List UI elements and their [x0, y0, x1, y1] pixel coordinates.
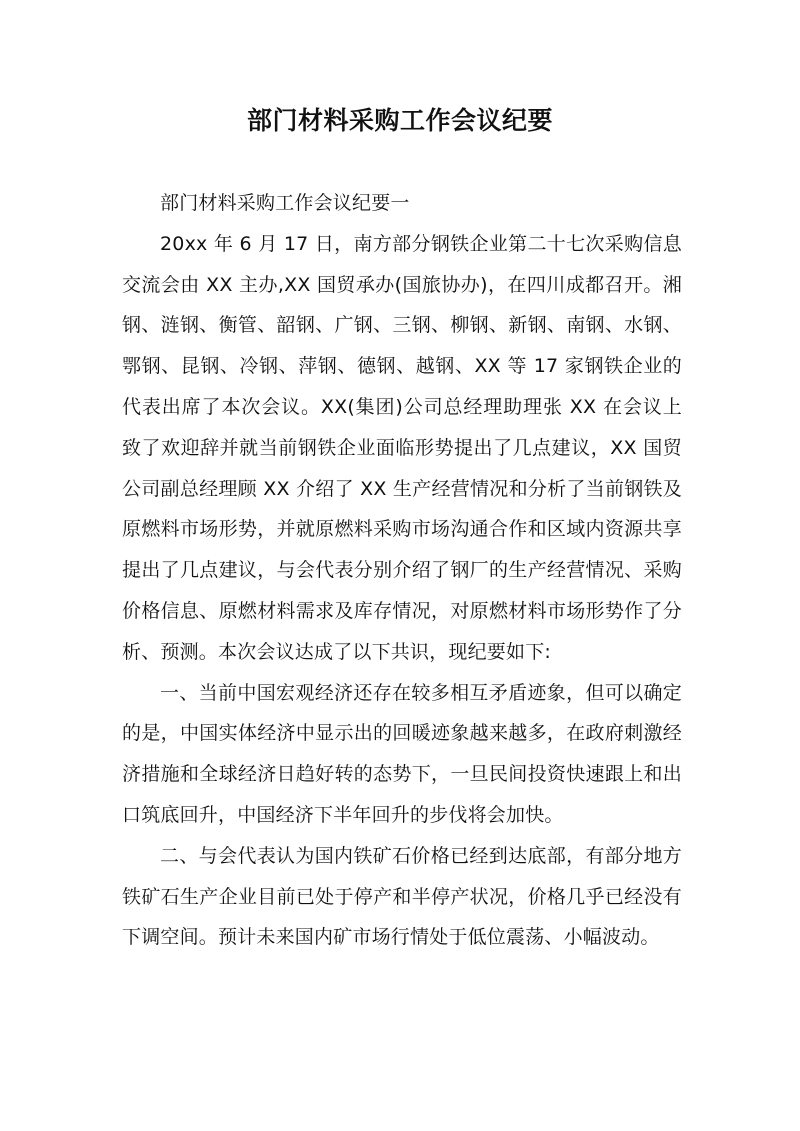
page-title: 部门材料采购工作会议纪要 — [246, 106, 553, 135]
document-body — [122, 183, 682, 958]
consensus-point-1: 一、当前中国宏观经济还存在较多相互矛盾迹象，但可以确定的是，中国实体经济中显示出的回暖迹象越来越多，在政府刺激经济措施和全球经济日趋好转的态势下，一旦民间投资快速跟上和出口筑底回升，中国经济下半年回升的步伐将会加快。 — [122, 681, 682, 826]
consensus-point-2: 二、与会代表认为国内铁矿石价格已经到达底部，有部分地方铁矿石生产企业目前已处于停产和半停产状况，价格几乎已经没有下调空间。预计未来国内矿市场行情处于低位震荡、小幅波动。 — [122, 844, 682, 949]
subtitle-paragraph: 部门材料采购工作会议纪要一 — [160, 192, 410, 214]
meeting-intro-paragraph: 20xx 年 6 月 17 日，南方部分钢铁企业第二十七次采购信息交流会由 XX 主办,XX 国贸承办(国旅协办)，在四川成都召开。湘钢、涟钢、衡管、韶钢、广钢、三钢、柳钢、新钢、南钢、水钢、鄂钢、昆钢、冷钢、萍钢、德钢、越钢、XX 等 17 家钢铁企业的代表出席了本次会议。XX(集团)公司总经理助理张 XX 在会议上致了欢迎辞并就当前钢铁企业面临形势提出了几点建议，XX 国贸公司副总经理顾 XX 介绍了 XX 生产经营情况和分析了当前钢铁及原燃料市场形势，并就原燃料采购市场沟通合作和区域内资源共享提出了几点建议，与会代表分别介绍了钢厂的生产经营情况、采购价格信息、原燃材料需求及库存情况，对原燃材料市场形势作了分析、预测。本次会议达成了以下共识，现纪要如下: — [122, 232, 682, 663]
